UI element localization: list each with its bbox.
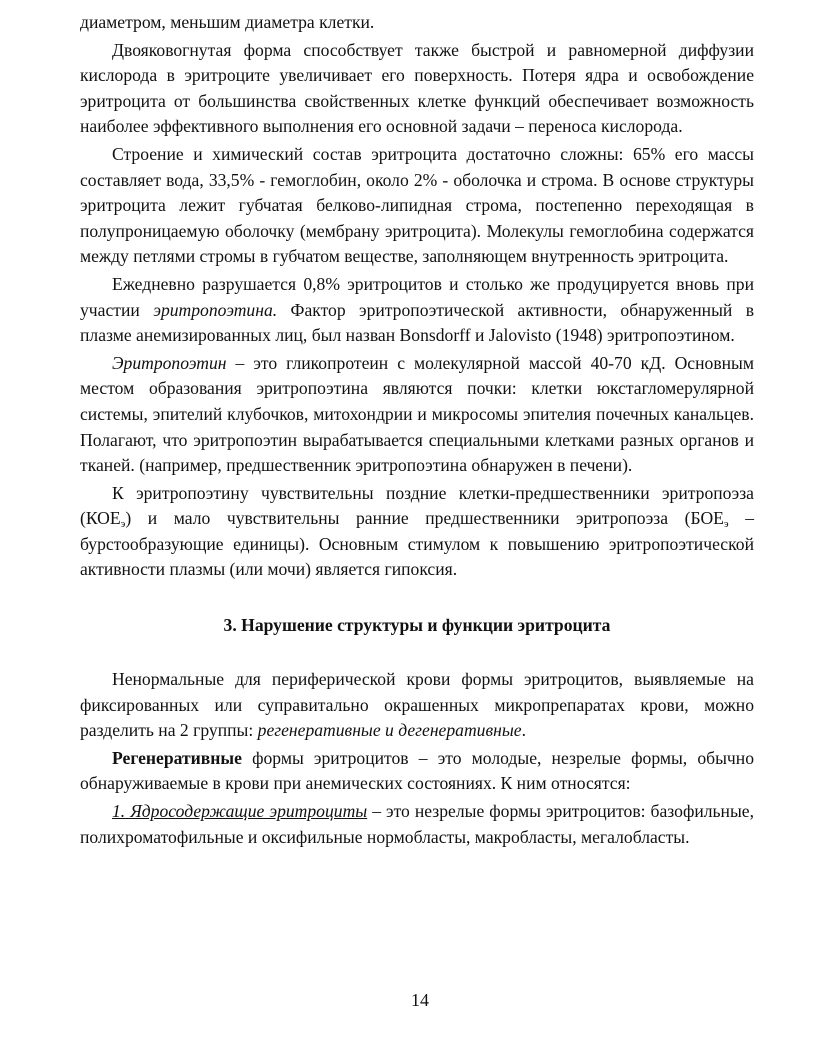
paragraph-nucleated <box>80 799 754 850</box>
paragraph-erythropoietin <box>80 351 754 479</box>
page-body <box>80 10 754 852</box>
paragraph-abnormal-forms <box>80 667 754 744</box>
term-nucleated-erythrocytes: 1. Ядросодержащие эритроциты <box>112 801 368 822</box>
text: ) и мало чувствительны ранние предшественники эритропоэза (БОЕ <box>125 508 724 529</box>
paragraph-regenerative <box>80 746 754 797</box>
paragraph-continuation: диаметром, меньшим диаметра клетки. <box>80 12 375 32</box>
term-erythropoietin: эритропоэтина. <box>153 299 278 320</box>
term-groups: регенеративные и дегенеративные <box>257 720 522 741</box>
text: К эритропоэтину чувствительны поздние клетки-предшественники эритропоэза (КОЕ <box>80 482 754 529</box>
text: Фактор эритропоэтической активности, обнаруженный в плазме анемизированных лиц, был назван Bonsdorff и Jalovisto (1948) эритропоэтином. <box>80 299 755 346</box>
term-erythropoietin: Эритропоэтин <box>112 352 227 373</box>
text: . <box>521 720 526 741</box>
term-regenerative: Регенеративные <box>112 747 242 768</box>
text: – бурстообразующие единицы). Основным стимулом к повышению эритропоэтической активности плазмы (или мочи) является гипоксия. <box>80 508 754 580</box>
text: – это гликопротеин с молекулярной массой 40-70 кД. Основным местом образования эритропоэтина являются почки: клетки юкстагломерулярной системы, эпителий клубочков, митохондрии и микросомы эпителия почечных канальцев. Полагают, что эритропоэтин вырабатывается специальными клетками разных органов и тканей. (например, предшественник эритропоэтина обнаружен в печени). <box>80 352 754 476</box>
subscript: э <box>120 518 126 531</box>
paragraph-sensitivity <box>80 481 754 583</box>
text: Ежедневно разрушается 0,8% эритроцитов и столько же продуцируется вновь при участии <box>80 273 754 320</box>
section-heading: 3. Нарушение структуры и функции эритроцита <box>223 615 611 636</box>
text: Ненормальные для периферической крови формы эритроцитов, выявляемые на фиксированных или суправитально окрашенных микропрепаратах крови, можно разделить на 2 группы: <box>80 669 754 741</box>
text: формы эритроцитов – это молодые, незрелые формы, обычно обнаруживаемые в крови при анемических состояниях. К ним относятся: <box>80 747 754 794</box>
paragraph-daily-destruction <box>80 272 754 349</box>
page-number: 14 <box>411 990 429 1010</box>
paragraph-structure: Строение и химический состав эритроцита достаточно сложны: 65% его массы составляет вода, 33,5% - гемоглобин, около 2% - оболочка и строма. В основе структуры эритроцита лежит губчатая белково-липидная строма, постепенно переходящая в полупроницаемую оболочку (мембрану эритроцита). Молекулы гемоглобина содержатся между петлями стромы в губчатом веществе, заполняющем внутренность эритроцита. <box>80 143 754 267</box>
paragraph-biconcave-shape: Двояковогнутая форма способствует также быстрой и равномерной диффузии кислорода в эритроците увеличивает его поверхность. Потеря ядра и освобождение эритроцита от большинства свойственных клетке функций обеспечивает возможность наиболее эффективного выполнения его основной задачи – переноса кислорода. <box>80 39 754 137</box>
subscript: э <box>723 518 729 531</box>
text: – это незрелые формы эритроцитов: базофильные, полихроматофильные и оксифильные нормобласты, макробласты, мегалобласты. <box>80 801 755 847</box>
